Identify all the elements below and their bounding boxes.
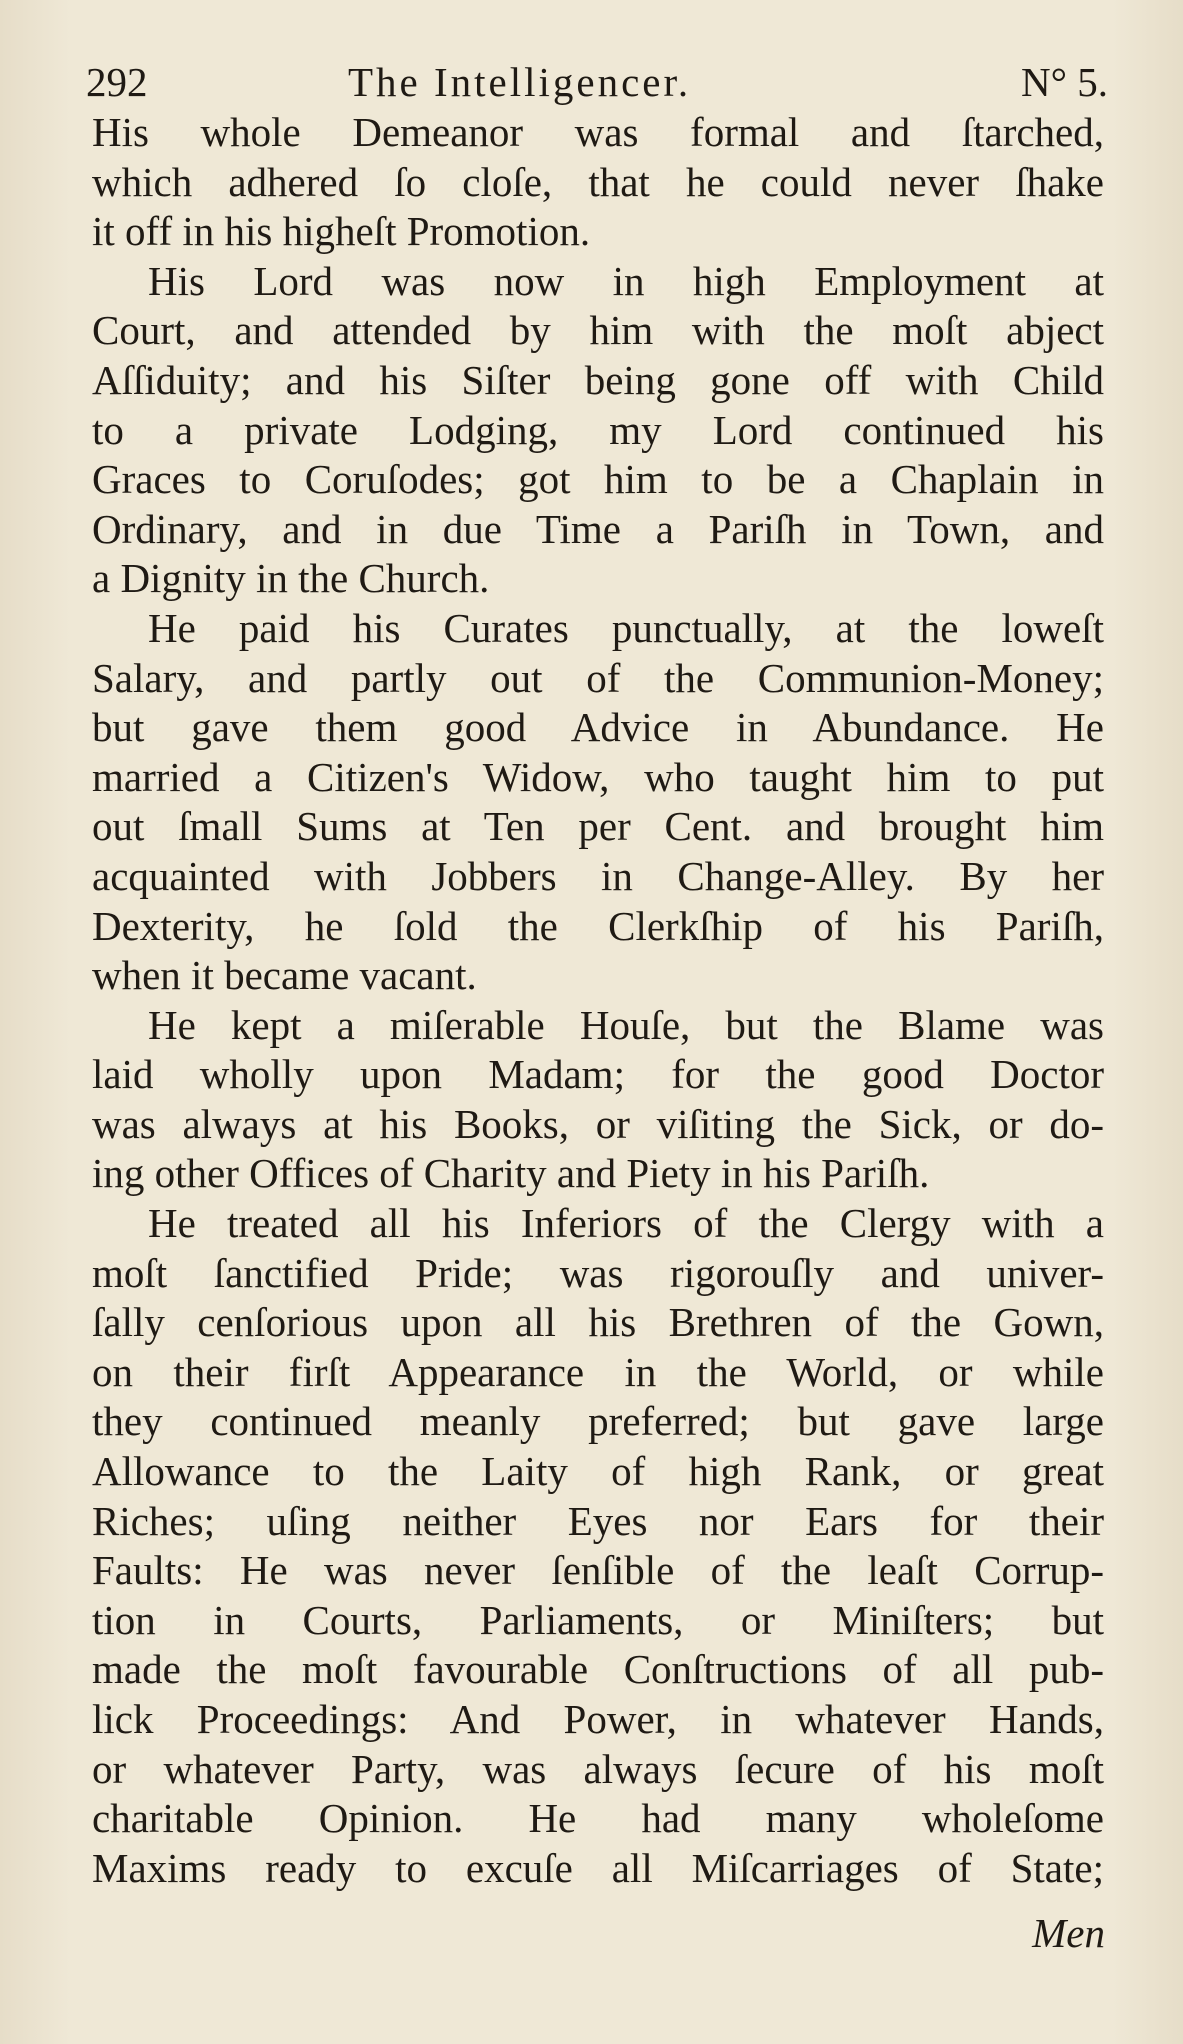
text-line: Court, and attended by him with the moſt abject: [92, 307, 1104, 354]
text-line: Dexterity, he ſold the Clerkſhip of his Pariſh,: [92, 902, 1104, 949]
text-line: on their firſt Appearance in the World, or while: [92, 1348, 1104, 1395]
text-line: laid wholly upon Madam; for the good Doctor: [92, 1051, 1104, 1098]
running-title: The Intelligencer.: [348, 59, 692, 105]
text-line: or whatever Party, was always ſecure of his moſt: [92, 1745, 1104, 1792]
text-line: tion in Courts, Parliaments, or Miniſters; but: [92, 1596, 1104, 1643]
text-line: was always at his Books, or viſiting the Sick, or do-: [92, 1100, 1104, 1147]
text-line: Graces to Coruſodes; got him to be a Chaplain in: [92, 456, 1104, 503]
text-line: acquainted with Jobbers in Change-Alley. By her: [92, 852, 1104, 899]
text-line: married a Citizen's Widow, who taught him to put: [92, 753, 1104, 800]
text-line: a Dignity in the Church.: [92, 555, 490, 602]
text-line: lick Proceedings: And Power, in whatever Hands,: [92, 1696, 1104, 1742]
text-line: Allowance to the Laity of high Rank, or great: [92, 1448, 1104, 1495]
text-line: Aſſiduity; and his Siſter being gone off with Child: [92, 356, 1104, 403]
text-line: when it became vacant.: [92, 952, 477, 999]
text-line: ing other Offices of Charity and Piety in his Pariſh.: [92, 1150, 930, 1197]
body-text: [92, 108, 1104, 1893]
text-line: Ordinary, and in due Time a Pariſh in Town, and: [92, 505, 1104, 552]
text-line: charitable Opinion. He had many wholeſome: [92, 1795, 1104, 1842]
text-line: His whole Demeanor was formal and ſtarched,: [92, 109, 1104, 155]
page-number: 292: [86, 59, 148, 105]
text-line: out ſmall Sums at Ten per Cent. and brought him: [92, 803, 1104, 850]
text-line: to a private Lodging, my Lord continued his: [92, 406, 1104, 453]
issue-number: N° 5.: [1020, 59, 1108, 105]
text-line: moſt ſanctified Pride; was rigorouſly and univer-: [92, 1249, 1104, 1296]
running-header: [86, 52, 1108, 112]
text-line: Riches; uſing neither Eyes nor Ears for their: [92, 1497, 1104, 1544]
text-line: Maxims ready to excuſe all Miſcarriages of State;: [92, 1844, 1104, 1891]
text-line: He treated all his Inferiors of the Clergy with a: [148, 1200, 1104, 1247]
text-line: His Lord was now in high Employment at: [148, 257, 1104, 304]
text-line: He paid his Curates punctually, at the loweſt: [148, 604, 1104, 651]
text-line: it off in his higheſt Promotion.: [92, 208, 591, 255]
text-line: which adhered ſo cloſe, that he could never ſhake: [92, 158, 1104, 205]
text-line: Salary, and partly out of the Communion-Money;: [92, 654, 1104, 701]
text-line: He kept a miſerable Houſe, but the Blame was: [148, 1001, 1104, 1048]
text-line: made the moſt favourable Conſtructions of all pub-: [92, 1646, 1104, 1693]
text-line: Faults: He was never ſenſible of the leaſt Corrup-: [92, 1547, 1104, 1594]
text-line: they continued meanly preferred; but gave large: [92, 1398, 1104, 1445]
text-line: ſally cenſorious upon all his Brethren of the Gown,: [92, 1299, 1104, 1346]
catchword: Men: [1032, 1910, 1105, 1956]
text-line: but gave them good Advice in Abundance. He: [92, 704, 1104, 751]
